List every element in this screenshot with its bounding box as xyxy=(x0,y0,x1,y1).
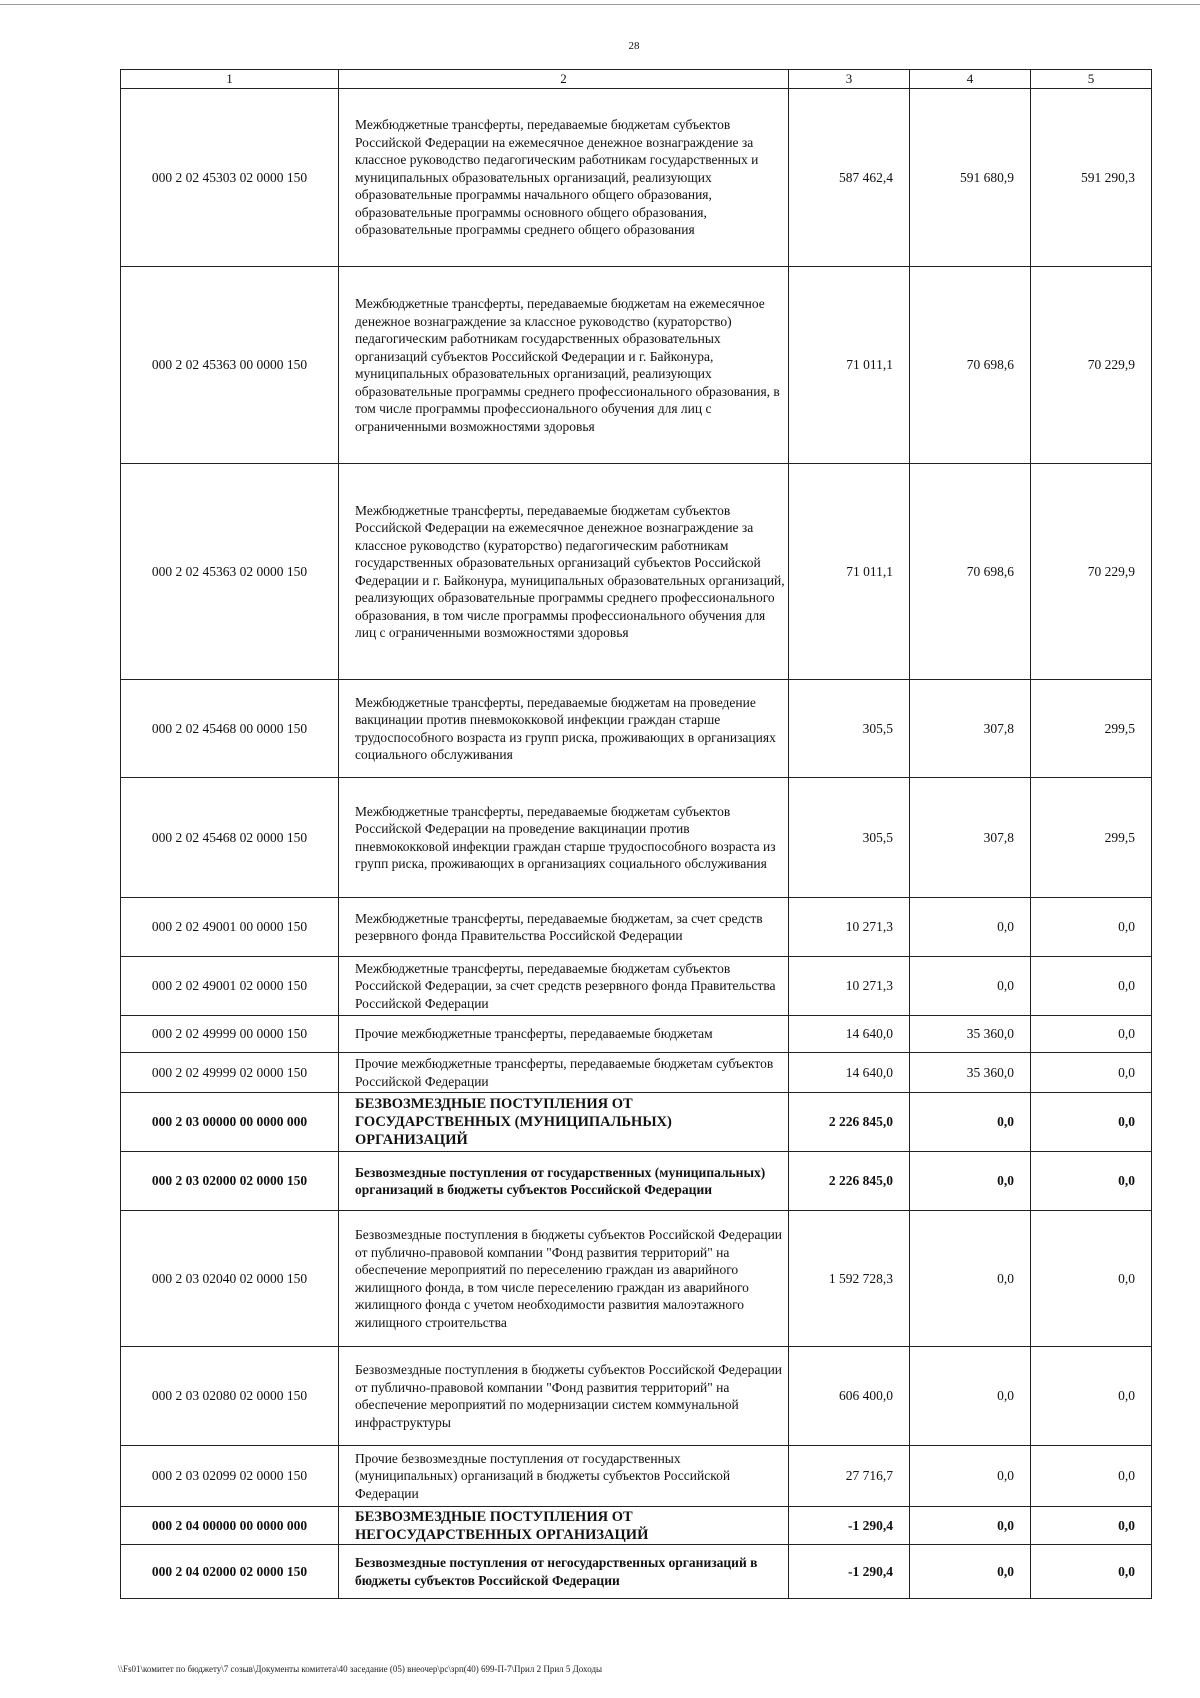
value-col-3: 1 592 728,3 xyxy=(789,1211,910,1347)
budget-code: 000 2 02 45468 02 0000 150 xyxy=(121,778,339,898)
table-row xyxy=(121,680,1152,778)
table-row xyxy=(121,89,1152,267)
revenue-table xyxy=(120,69,1152,1599)
value-col-5: 299,5 xyxy=(1031,778,1152,898)
revenue-name: БЕЗВОЗМЕЗДНЫЕ ПОСТУПЛЕНИЯ ОТ НЕГОСУДАРСТВЕННЫХ ОРГАНИЗАЦИЙ xyxy=(339,1507,789,1545)
revenue-name: Межбюджетные трансферты, передаваемые бюджетам субъектов Российской Федерации на ежемесячное денежное вознаграждение за классное руководство (кураторство) педагогическим работникам государственных образовательных организаций субъектов Российской Федерации и г. Байконура, муниципальных образовательных организаций, реализующих образовательные программы среднего профессионального образования, в том числе программы профессионального обучения для лиц с ограниченными возможностями здоровья xyxy=(339,464,789,680)
value-col-4: 0,0 xyxy=(910,1347,1031,1446)
value-col-4: 35 360,0 xyxy=(910,1053,1031,1093)
value-col-5: 299,5 xyxy=(1031,680,1152,778)
value-col-4: 307,8 xyxy=(910,680,1031,778)
revenue-name: Безвозмездные поступления от негосударственных организаций в бюджеты субъектов Российской Федерации xyxy=(339,1545,789,1599)
revenue-name: Межбюджетные трансферты, передаваемые бюджетам субъектов Российской Федерации на ежемесячное денежное вознаграждение за классное руководство педагогическим работникам государственных и муниципальных образовательных организаций, реализующих образовательные программы начального общего образования, образовательные программы основного общего образования, образовательные программы среднего общего образования xyxy=(339,89,789,267)
value-col-5: 0,0 xyxy=(1031,1211,1152,1347)
budget-code: 000 2 03 02080 02 0000 150 xyxy=(121,1347,339,1446)
value-col-4: 0,0 xyxy=(910,1507,1031,1545)
revenue-name: Межбюджетные трансферты, передаваемые бюджетам, за счет средств резервного фонда Правительства Российской Федерации xyxy=(339,898,789,957)
value-col-4: 35 360,0 xyxy=(910,1016,1031,1053)
value-col-4: 0,0 xyxy=(910,898,1031,957)
revenue-name: Межбюджетные трансферты, передаваемые бюджетам субъектов Российской Федерации, за счет средств резервного фонда Правительства Российской Федерации xyxy=(339,957,789,1016)
table-row xyxy=(121,1545,1152,1599)
revenue-name: Прочие безвозмездные поступления от государственных (муниципальных) организаций в бюджеты субъектов Российской Федерации xyxy=(339,1446,789,1507)
budget-code: 000 2 02 45363 00 0000 150 xyxy=(121,267,339,464)
revenue-name: Прочие межбюджетные трансферты, передаваемые бюджетам xyxy=(339,1016,789,1053)
value-col-5: 0,0 xyxy=(1031,1347,1152,1446)
budget-code: 000 2 02 49999 00 0000 150 xyxy=(121,1016,339,1053)
table-row xyxy=(121,957,1152,1016)
value-col-3: 14 640,0 xyxy=(789,1016,910,1053)
value-col-5: 0,0 xyxy=(1031,957,1152,1016)
table-row xyxy=(121,1016,1152,1053)
value-col-3: 14 640,0 xyxy=(789,1053,910,1093)
value-col-3: 305,5 xyxy=(789,680,910,778)
value-col-5: 0,0 xyxy=(1031,1093,1152,1152)
value-col-3: 2 226 845,0 xyxy=(789,1152,910,1211)
value-col-3: 305,5 xyxy=(789,778,910,898)
value-col-3: 27 716,7 xyxy=(789,1446,910,1507)
value-col-3: 10 271,3 xyxy=(789,898,910,957)
value-col-3: -1 290,4 xyxy=(789,1545,910,1599)
budget-code: 000 2 04 02000 02 0000 150 xyxy=(121,1545,339,1599)
table-row xyxy=(121,464,1152,680)
column-header: 1 xyxy=(121,70,339,89)
revenue-name: БЕЗВОЗМЕЗДНЫЕ ПОСТУПЛЕНИЯ ОТ ГОСУДАРСТВЕННЫХ (МУНИЦИПАЛЬНЫХ) ОРГАНИЗАЦИЙ xyxy=(339,1093,789,1152)
value-col-4: 70 698,6 xyxy=(910,464,1031,680)
column-header: 5 xyxy=(1031,70,1152,89)
value-col-4: 0,0 xyxy=(910,957,1031,1016)
budget-code: 000 2 03 02040 02 0000 150 xyxy=(121,1211,339,1347)
value-col-5: 0,0 xyxy=(1031,1016,1152,1053)
revenue-name: Межбюджетные трансферты, передаваемые бюджетам на проведение вакцинации против пневмококковой инфекции граждан старше трудоспособного возраста из групп риска, проживающих в организациях социального обслуживания xyxy=(339,680,789,778)
footer-file-path: \\Fs01\комитет по бюджету\7 созыв\Документы комитета\40 заседание (05) внеочер\рс\зрп(40) 699-П-7\Прил 2 Прил 5 Доходы xyxy=(118,1664,603,1674)
revenue-name: Безвозмездные поступления в бюджеты субъектов Российской Федерации от публично-правовой компании "Фонд развития территорий" на обеспечение мероприятий по переселению граждан из аварийного жилищного фонда, в том числе переселению граждан из аварийного жилищного фонда с учетом необходимости развития малоэтажного жилищного строительства xyxy=(339,1211,789,1347)
budget-code: 000 2 03 02000 02 0000 150 xyxy=(121,1152,339,1211)
value-col-4: 0,0 xyxy=(910,1093,1031,1152)
value-col-3: 71 011,1 xyxy=(789,464,910,680)
revenue-name: Межбюджетные трансферты, передаваемые бюджетам субъектов Российской Федерации на проведение вакцинации против пневмококковой инфекции граждан старше трудоспособного возраста из групп риска, проживающих в организациях социального обслуживания xyxy=(339,778,789,898)
column-header: 3 xyxy=(789,70,910,89)
table-row xyxy=(121,1446,1152,1507)
value-col-5: 591 290,3 xyxy=(1031,89,1152,267)
budget-code: 000 2 02 45363 02 0000 150 xyxy=(121,464,339,680)
table-row xyxy=(121,1347,1152,1446)
revenue-name: Межбюджетные трансферты, передаваемые бюджетам на ежемесячное денежное вознаграждение за классное руководство (кураторство) педагогическим работникам государственных образовательных организаций субъектов Российской Федерации и г. Байконура, муниципальных образовательных организаций, реализующих образовательные программы среднего профессионального образования, в том числе программы профессионального обучения для лиц с ограниченными возможностями здоровья xyxy=(339,267,789,464)
budget-code: 000 2 03 02099 02 0000 150 xyxy=(121,1446,339,1507)
budget-code: 000 2 02 49999 02 0000 150 xyxy=(121,1053,339,1093)
value-col-4: 307,8 xyxy=(910,778,1031,898)
value-col-4: 591 680,9 xyxy=(910,89,1031,267)
value-col-4: 0,0 xyxy=(910,1446,1031,1507)
budget-code: 000 2 03 00000 00 0000 000 xyxy=(121,1093,339,1152)
value-col-5: 0,0 xyxy=(1031,1545,1152,1599)
value-col-5: 0,0 xyxy=(1031,898,1152,957)
table-row xyxy=(121,1053,1152,1093)
value-col-3: 71 011,1 xyxy=(789,267,910,464)
value-col-3: 2 226 845,0 xyxy=(789,1093,910,1152)
value-col-5: 70 229,9 xyxy=(1031,464,1152,680)
budget-code: 000 2 02 45303 02 0000 150 xyxy=(121,89,339,267)
value-col-5: 0,0 xyxy=(1031,1053,1152,1093)
value-col-5: 0,0 xyxy=(1031,1152,1152,1211)
page-number: 28 xyxy=(628,40,640,52)
budget-code: 000 2 02 49001 02 0000 150 xyxy=(121,957,339,1016)
revenue-name: Безвозмездные поступления от государственных (муниципальных) организаций в бюджеты субъектов Российской Федерации xyxy=(339,1152,789,1211)
table-row xyxy=(121,267,1152,464)
table-row xyxy=(121,1211,1152,1347)
value-col-4: 0,0 xyxy=(910,1545,1031,1599)
table-row xyxy=(121,1093,1152,1152)
budget-code: 000 2 02 49001 00 0000 150 xyxy=(121,898,339,957)
value-col-5: 0,0 xyxy=(1031,1446,1152,1507)
revenue-name: Прочие межбюджетные трансферты, передаваемые бюджетам субъектов Российской Федерации xyxy=(339,1053,789,1093)
budget-code: 000 2 02 45468 00 0000 150 xyxy=(121,680,339,778)
value-col-4: 0,0 xyxy=(910,1152,1031,1211)
value-col-5: 0,0 xyxy=(1031,1507,1152,1545)
scan-edge-line xyxy=(0,4,1200,5)
budget-code: 000 2 04 00000 00 0000 000 xyxy=(121,1507,339,1545)
value-col-3: 606 400,0 xyxy=(789,1347,910,1446)
column-header: 4 xyxy=(910,70,1031,89)
value-col-3: 10 271,3 xyxy=(789,957,910,1016)
value-col-3: 587 462,4 xyxy=(789,89,910,267)
value-col-4: 0,0 xyxy=(910,1211,1031,1347)
value-col-4: 70 698,6 xyxy=(910,267,1031,464)
value-col-5: 70 229,9 xyxy=(1031,267,1152,464)
table-row xyxy=(121,898,1152,957)
revenue-name: Безвозмездные поступления в бюджеты субъектов Российской Федерации от публично-правовой компании "Фонд развития территорий" на обеспечение мероприятий по модернизации систем коммунальной инфраструктуры xyxy=(339,1347,789,1446)
column-header: 2 xyxy=(339,70,789,89)
value-col-3: -1 290,4 xyxy=(789,1507,910,1545)
table-row xyxy=(121,778,1152,898)
table-row xyxy=(121,1152,1152,1211)
table-header-row xyxy=(121,70,1152,89)
table-row xyxy=(121,1507,1152,1545)
